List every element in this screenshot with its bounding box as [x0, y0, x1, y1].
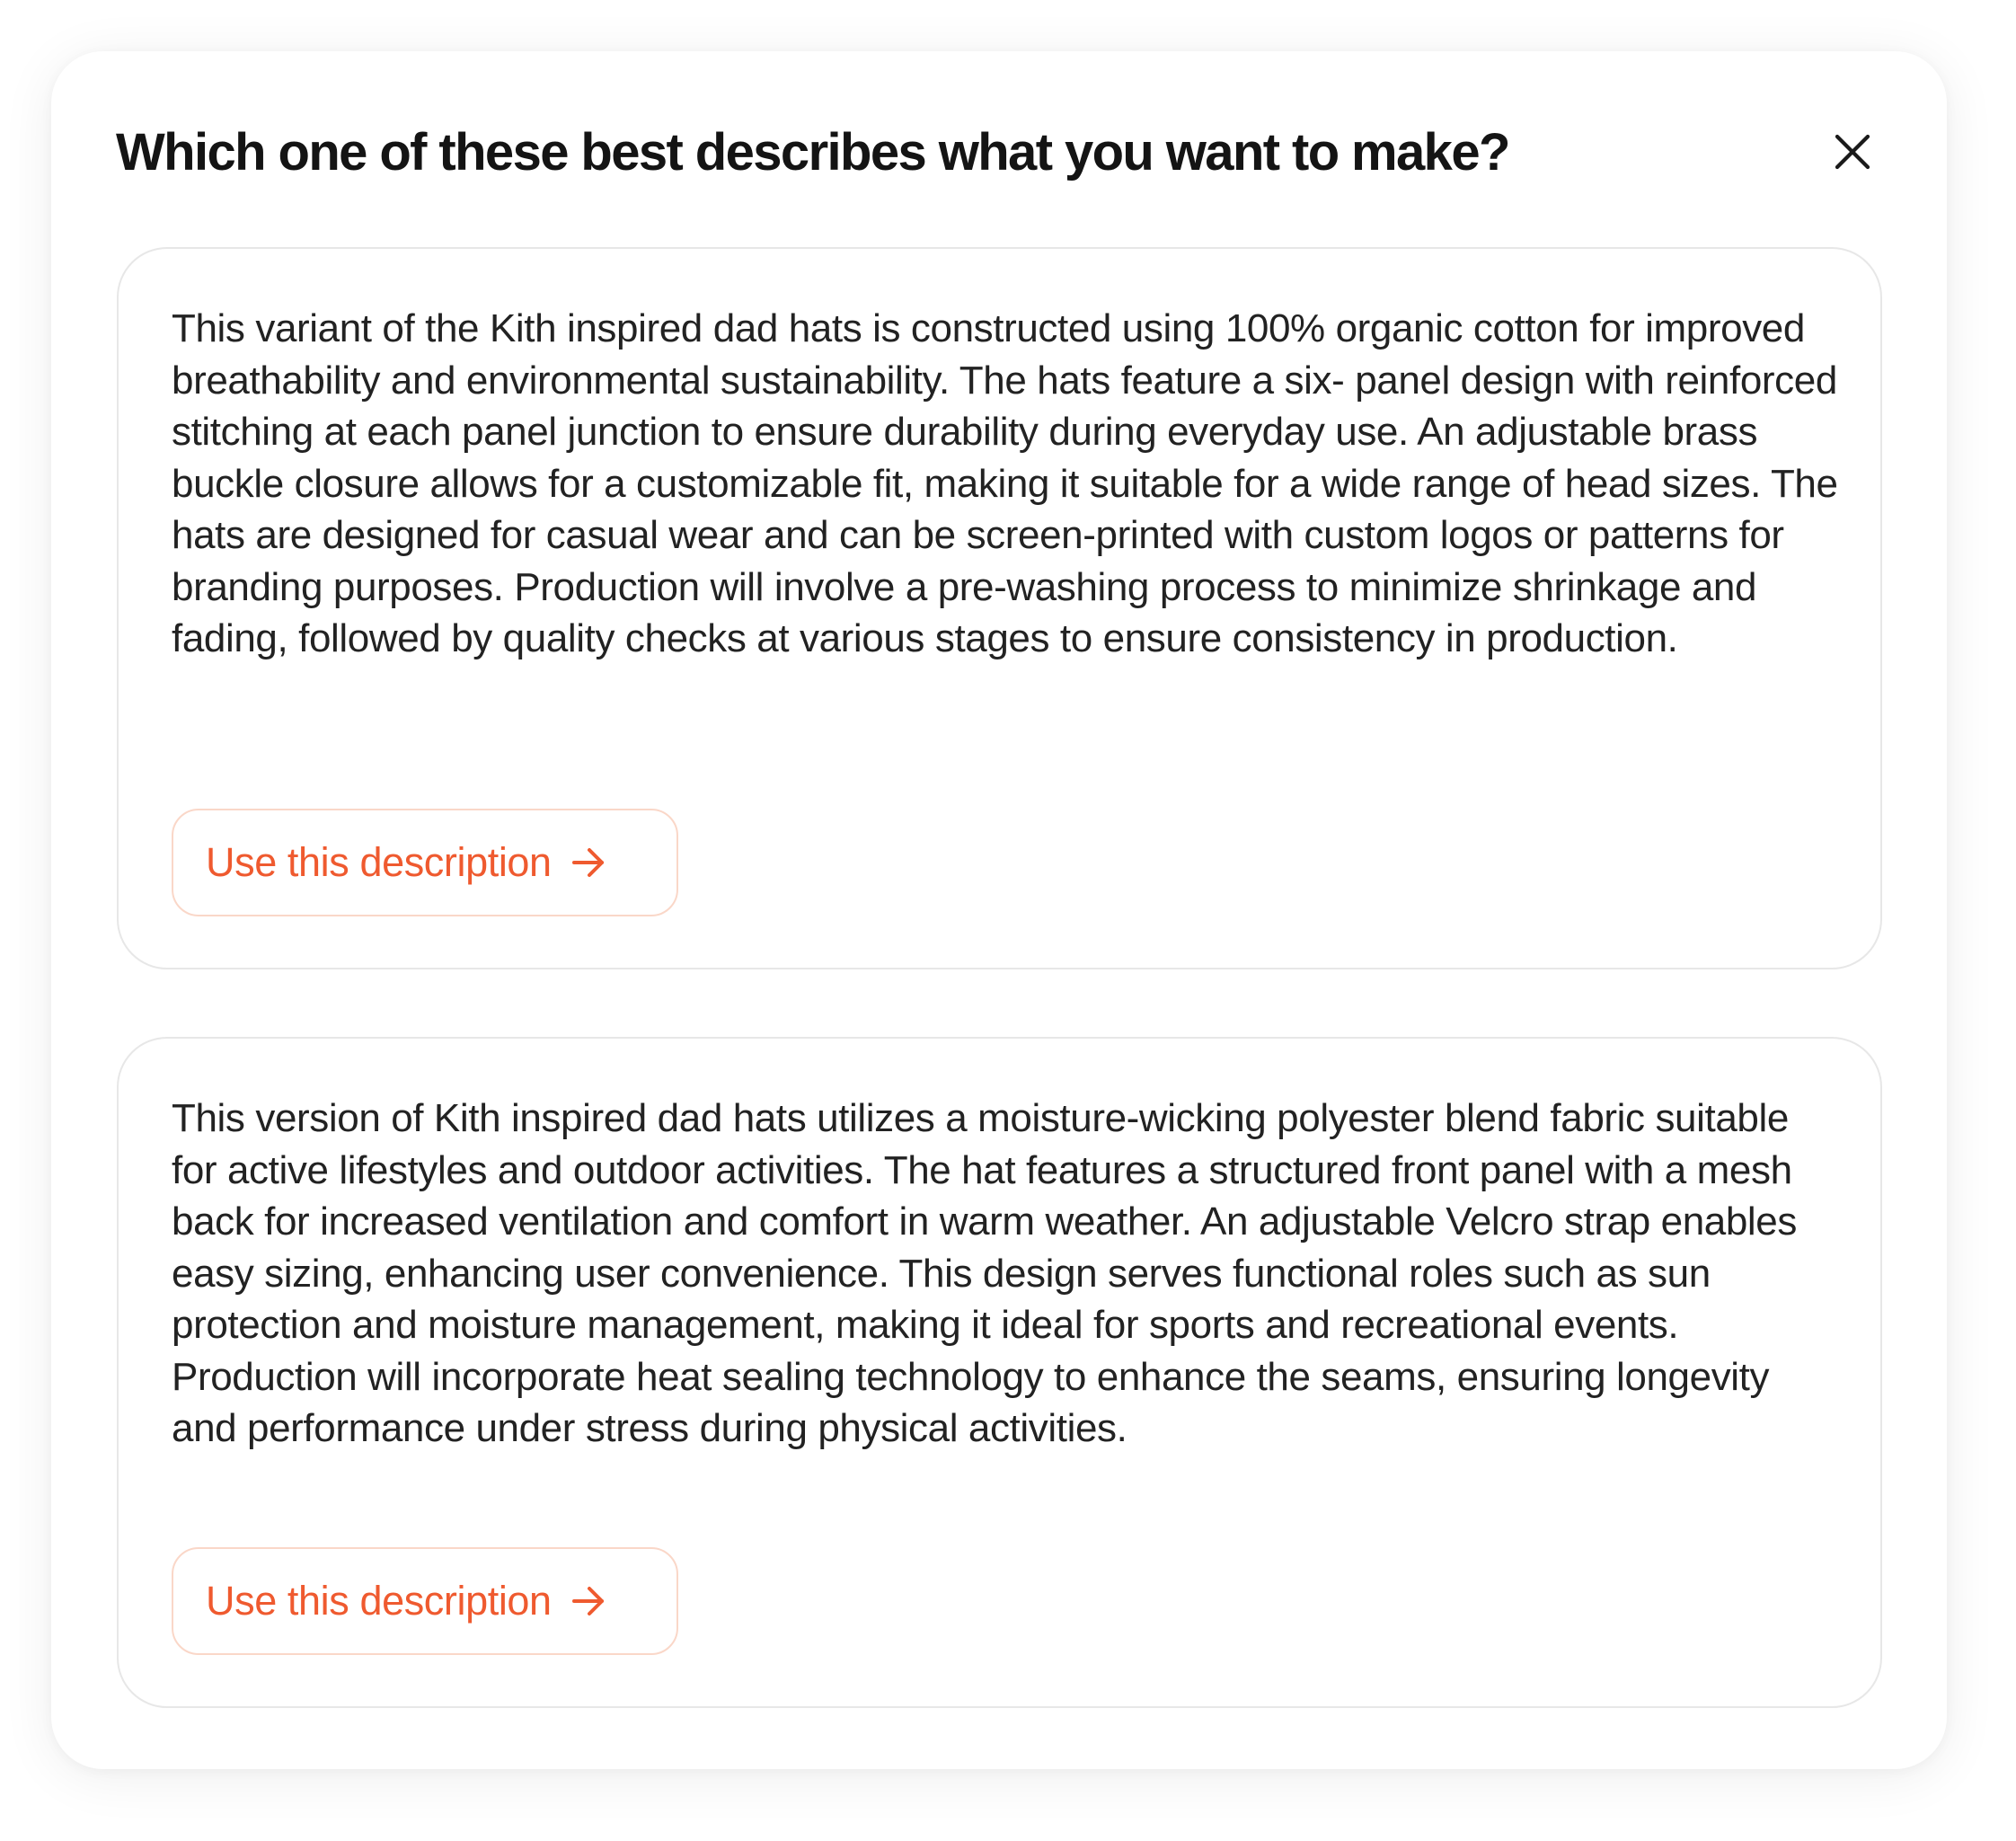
- option-description: This version of Kith inspired dad hats utilizes a moisture-wicking polyester blend fabric suitable for active lifestyles and outdoor activities. The hat features a structured front panel with a mesh back for increased ventilation and comfort in warm weather. An adjustable Velcro strap enables easy sizing, enhancing user convenience. This design serves functional roles such as sun protection and moisture management, making it ideal for sports and recreational events. Production will incorporate heat sealing technology to enhance the seams, ensuring longevity and performance under stress during physical activities.: [172, 1096, 1797, 1450]
- description-option-card: [117, 247, 1882, 969]
- use-description-button[interactable]: [172, 1547, 678, 1655]
- description-picker-dialog: [51, 51, 1947, 1769]
- option-description: This variant of the Kith inspired dad hats is constructed using 100% organic cotton for improved breathability and environmental sustainability. The hats feature a six- panel design with reinforced stitching at each panel junction to ensure durability during everyday use. An adjustable brass buckle closure allows for a customizable fit, making it suitable for a wide range of head sizes. The hats are designed for casual wear and can be screen-printed with custom logos or patterns for branding purposes. Production will involve a pre-washing process to minimize shrinkage and fading, followed by quality checks at various stages to ensure consistency in production.: [172, 306, 1838, 660]
- close-icon: [1834, 133, 1871, 171]
- dialog-title: Which one of these best describes what you want to make?: [116, 123, 1509, 181]
- use-description-label: Use this description: [206, 1578, 552, 1624]
- use-description-button[interactable]: [172, 809, 678, 916]
- arrow-right-icon: [571, 846, 606, 879]
- description-option-card: [117, 1037, 1882, 1708]
- use-description-label: Use this description: [206, 839, 552, 885]
- close-button[interactable]: [1826, 125, 1879, 179]
- arrow-right-icon: [571, 1585, 606, 1617]
